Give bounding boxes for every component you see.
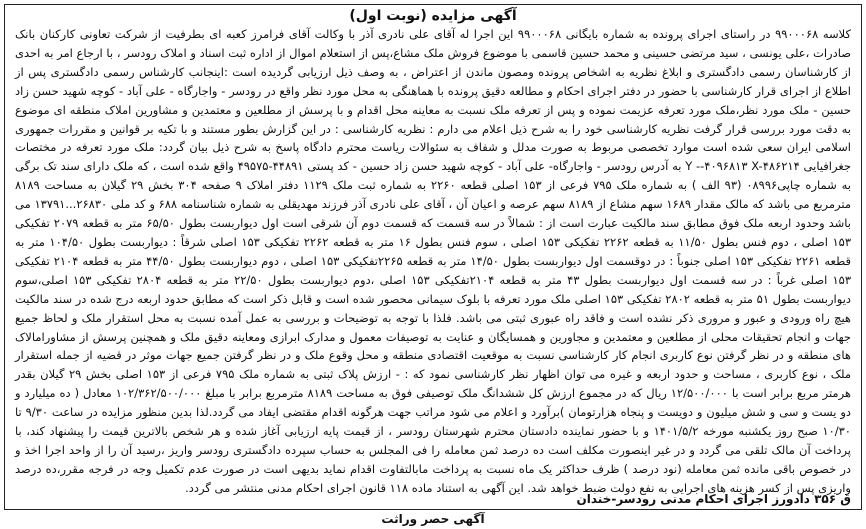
- notice-reference: ق ۳۵۶ دادورز اجرای احکام مدنی رودسر-خندان: [576, 492, 851, 506]
- notice-body: کلاسه ۹۹۰۰۰۶۸ در راستای اجرای پرونده به شماره بایگانی ۹۹۰۰۰۶۸ این اجرا له آقای علی نادری آذر با وکالت آقای فرامرز کعبه ای بطرفیت از شرکت تعاونی کارکنان بانک صادرات ،علی یونسی ، سید مرتضی حسینی و محمد حسین قاسمی با موضوع فروش ملک مشاع،پس از استعلام اموال از اداره ثبت اسناد و املاک رودسر ، با ارجاع امر به احدی از کارشناسان رسمی دادگستری و ابلاغ نظریه به اشخاص پرونده ومصون ماندن از اعتراض ، به وصف ذیل ارزیابی گردیده است :اینجانب کارشناس رسمی دادگستری پس از اطلاع از اجرای قرار کارشناسی با حضور در دفتر اجرای احکام و مطالعه دقیق پرونده با هماهنگی به محل مورد نظر واقع در رودسر - واجارگاه - علی آباد - کوچه شهید حسن زاد حسین - ملک مورد نظر،ملک مورد تعرفه عزیمت نموده و پس از تعرفه ملک نسبت به معاینه محل اقدام و با پرسش از مطلعین و معتمدین و مشاورین املاک منطقه ای موضوع به دقت مورد بررسی قرار گرفت نظریه کارشناسی خود را به شرح ذیل اعلام می دارم : نظریه کارشناسی : در این گزارش بطور مستند و با تکیه بر قوانین و مقررات جمهوری اسلامی ایران سعی شده است موارد تخصصی مربوط به صورت مدلل و شفاف به سئوالات ریاست محترم دادگاه پاسخ به شرح ذیل بیان گردد: ملک مورد تعرفه در مختصات جغرافیایی Y --۴۰۹۶۸۱۳ X-۴۸۶۲۱۴ به آدرس رودسر - واجارگاه- علی آباد - کوچه شهید حسن زاد حسین - کد پستی ۴۴۸۹۱-۴۹۵۷۵ واقع شده است ، که ملک دارای سند تک برگی به شماره چاپی۰۸۹۹۶ (۹۳ الف ) به شماره ملک ۷۹۵ فرعی از ۱۵۳ اصلی قطعه ۲۲۶۰ به شماره ثبت ملک ۱۱۲۹ دفتر املاک ۹ صفحه ۳۰۴ بخش ۲۹ گیلان به مساحت ۸۱۸۹ مترمربع می باشد که مالک مقدار ۱۶۸۹ سهم مشاع از ۸۱۸۹ سهم عرصه و اعیان آن ، آقای علی نادری آذر فرزند مهدیقلی به شماره شناسنامه ۶۸۸ و کد ملی ۲۶۸۳۰...۱۳۷۹۱ می باشد وحدود اربعه ملک فوق مطابق سند مالکیت عبارت است از : شمالاً در سه قسمت که قسمت دوم آن شرقی است اول دیواربست بطول ۶۵/۵۰ متر به قطعه ۲۰۷۹ تفکیکی ۱۵۳ اصلی ، دوم فنس بطول ۱۱/۵۰ به قطعه ۲۲۶۲ تفکیکی ۱۵۳ اصلی ، سوم فنس بطول ۱۶ متر به قطعه ۲۲۶۲ تفکیکی ۱۵۳ اصلی شرقاً : دیواربست بطول ۱۰۴/۵۰ متر به قطعه ۲۲۶۱ تفکیکی ۱۵۳ اصلی جنوباً : در دوقسمت اول دیواربست بطول ۱۴/۵۰ متر به قطعه ۲۲۶۵تفکیکی ۱۵۳ اصلی ، دوم دیواربست بطول ۴۴/۵۰ متر به قطعه ۲۱۰۴ تفکیکی ۱۵۳ اصلی غرباً : در سه قسمت اول دیواربست بطول ۴۳ متر به قطعه ۲۱۰۴تفکیکی ۱۵۳ اصلی ،دوم دیواربست بطول ۲۲/۵۰ متر به قطعه ۲۸۰۴ تفکیکی ۱۵۳ اصلی،سوم دیواربست بطول ۵۱ متر به قطعه ۲۸۰۲ تفکیکی ۱۵۳ اصلی ملک مورد تعرفه با بلوک سیمانی محصور شده است و قابل ذکر است که مطابق حدود اربعه درج شده در سند مالکیت هیچ راه ورودی و عبور و مروری ذکر نشده است و فاقد راه عبوری ثبتی می باشد. فلذا با توجه به توضیحات و بررسی به عمل آمده نسبت به محل استقرار ملک و لحاظ جمیع جهات و انجام تحقیقات محلی از مطلعین و معتمدین و مجاورین و همسایگان و عنایت به توصیفات معمول و مدارک ابرازی ومعاینه دقیق ملک و همچنین پرسش از مشاورامالاک های منطقه و در نظر گرفتن نوع کاربری انجام کار کارشناسی نسبت به موقعیت اقتصادی منطقه و محل وقوع ملک و در نظر گرفتن جمیع جهات موثر در قضیه از جمله استقرار ملک ، نوع کاربری ، مساحت و حدود اربعه و غیره می توان اظهار نظر کارشناسی نمود که : - ارزش پلاک ثبتی به شماره ملک ۷۹۵ فرعی از ۱۵۳ اصلی بخش ۲۹ گیلان بقدر هرمتر مربع برابر است با ۱۲/۵۰۰/۰۰۰ ریال که در مجموع ارزش کل ششدانگ ملک توصیفی فوق به مساحت ۸۱۸۹ مترمربع برابر با مبلغ ۱۰۲/۳۶۲/۵۰۰/۰۰۰ معادل ( ده میلیارد و دو یست و سی و شش میلیون و دویست و پنجاه هزارتومان )برآورد و اعلام می شود مراتب جهت هرگونه اقدام مقتضی ایفاد می گردد.لذا بدین منظور مزایده در ساعت ۹/۳۰ تا ۱۰/۳۰ صبح روز یکشنبه مورخه ۱۴۰۱/۵/۲ و با حضور نماینده دادستان محترم شهرستان رودسر ، از قیمت پایه ارزیابی آغاز شده و هر شخص بالاترین قیمت را پیشنهاد کند، با پرداخت آن مالک تلقی می گردد و در غیر اینصورت مکلف است ده درصد ثمن معامله را فی المجلس به حساب سپرده دادگستری رودسر واریز ،رسید آن را از واحد اجرا اخذ و در خصوص باقی مانده ثمن معامله (نود درصد ) ظرف حداکثر یک ماه نسبت به پرداخت مابالتفاوت اقدام نماید بدیهی است در صورت عدم تکمیل وجه در فرجه مقرر،ده درصد واریزی پس از کسر هزینه های اجرایی به نفع دولت ضبط خواهد شد. این آگهی به استناد ماده ۱۱۸ قانون اجرای احکام مدنی منتشر می گردد.: [15, 27, 852, 495]
- auction-notice: [4, 4, 862, 510]
- next-notice-title: آگهی حصر وراثت: [381, 512, 485, 526]
- notice-title: آگهی مزایده (نوبت اول): [349, 8, 517, 24]
